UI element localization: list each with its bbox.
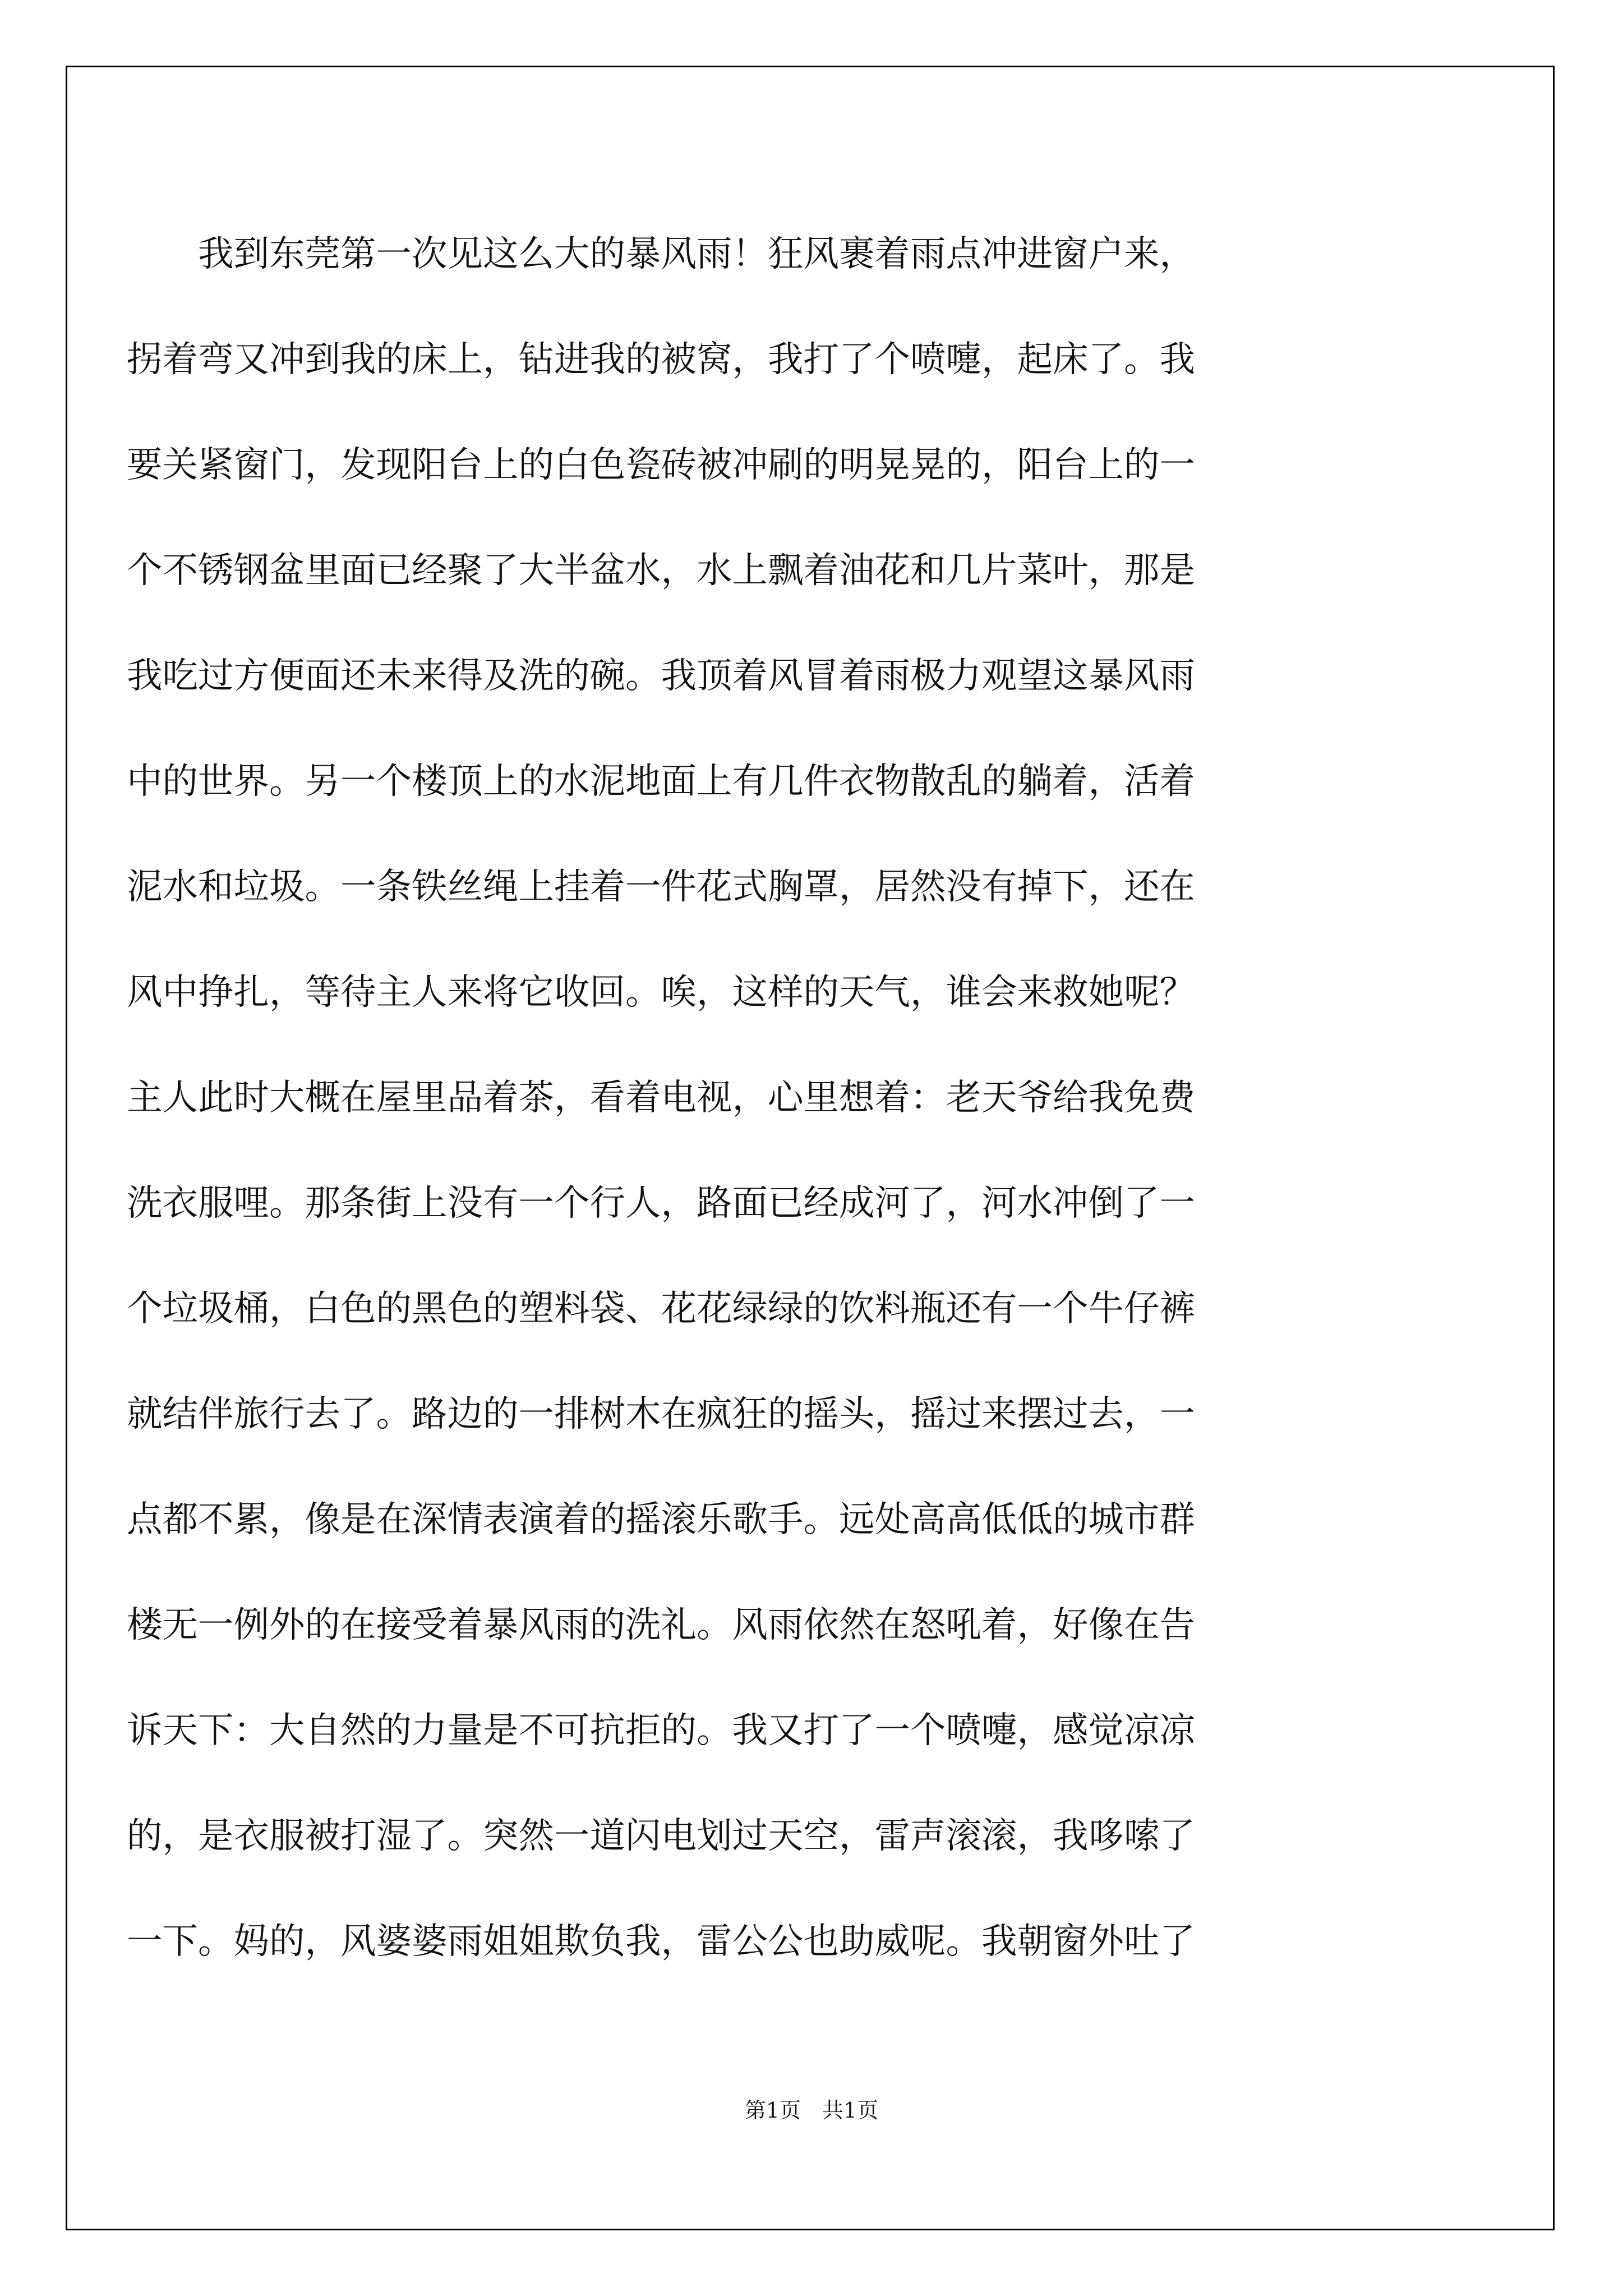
text-line: 个垃圾桶，白色的黑色的塑料袋、花花绿绿的饮料瓶还有一个牛仔裤 — [127, 1287, 1195, 1329]
text-line: 楼无一例外的在接受着暴风雨的洗礼。风雨依然在怒吼着，好像在告 — [127, 1604, 1195, 1645]
text-line: 我到东莞第一次见这么大的暴风雨！狂风裹着雨点冲进窗户来， — [127, 233, 1195, 274]
text-line: 我吃过方便面还未来得及洗的碗。我顶着风冒着雨极力观望这暴风雨 — [127, 655, 1195, 696]
text-line: 中的世界。另一个楼顶上的水泥地面上有几件衣物散乱的躺着，活着 — [127, 760, 1195, 802]
text-line: 就结伴旅行去了。路边的一排树木在疯狂的摇头，摇过来摆过去，一 — [127, 1393, 1195, 1434]
text-line: 一下。妈的，风婆婆雨姐姐欺负我，雷公公也助威呢。我朝窗外吐了 — [127, 1920, 1195, 1962]
text-line: 诉天下：大自然的力量是不可抗拒的。我又打了一个喷嚏，感觉凉凉 — [127, 1709, 1195, 1751]
text-line: 个不锈钢盆里面已经聚了大半盆水，水上飘着油花和几片菜叶，那是 — [127, 549, 1195, 591]
text-line: 点都不累，像是在深情表演着的摇滚乐歌手。远处高高低低的城市群 — [127, 1498, 1195, 1540]
text-line: 洗衣服哩。那条街上没有一个行人，路面已经成河了，河水冲倒了一 — [127, 1182, 1195, 1223]
text-line: 风中挣扎，等待主人来将它收回。唉，这样的天气，谁会来救她呢？ — [127, 971, 1195, 1013]
page-number-footer: 第1页 共1页 — [744, 2098, 879, 2123]
text-line: 泥水和垃圾。一条铁丝绳上挂着一件花式胸罩，居然没有掉下，还在 — [127, 866, 1195, 907]
text-line: 主人此时大概在屋里品着茶，看着电视，心里想着：老天爷给我免费 — [127, 1076, 1195, 1118]
text-line: 要关紧窗门，发现阳台上的白色瓷砖被冲刷的明晃晃的，阳台上的一 — [127, 444, 1195, 485]
text-line: 的，是衣服被打湿了。突然一道闪电划过天空，雷声滚滚，我哆嗦了 — [127, 1815, 1195, 1856]
text-line: 拐着弯又冲到我的床上，钻进我的被窝，我打了个喷嚏，起床了。我 — [127, 338, 1195, 380]
